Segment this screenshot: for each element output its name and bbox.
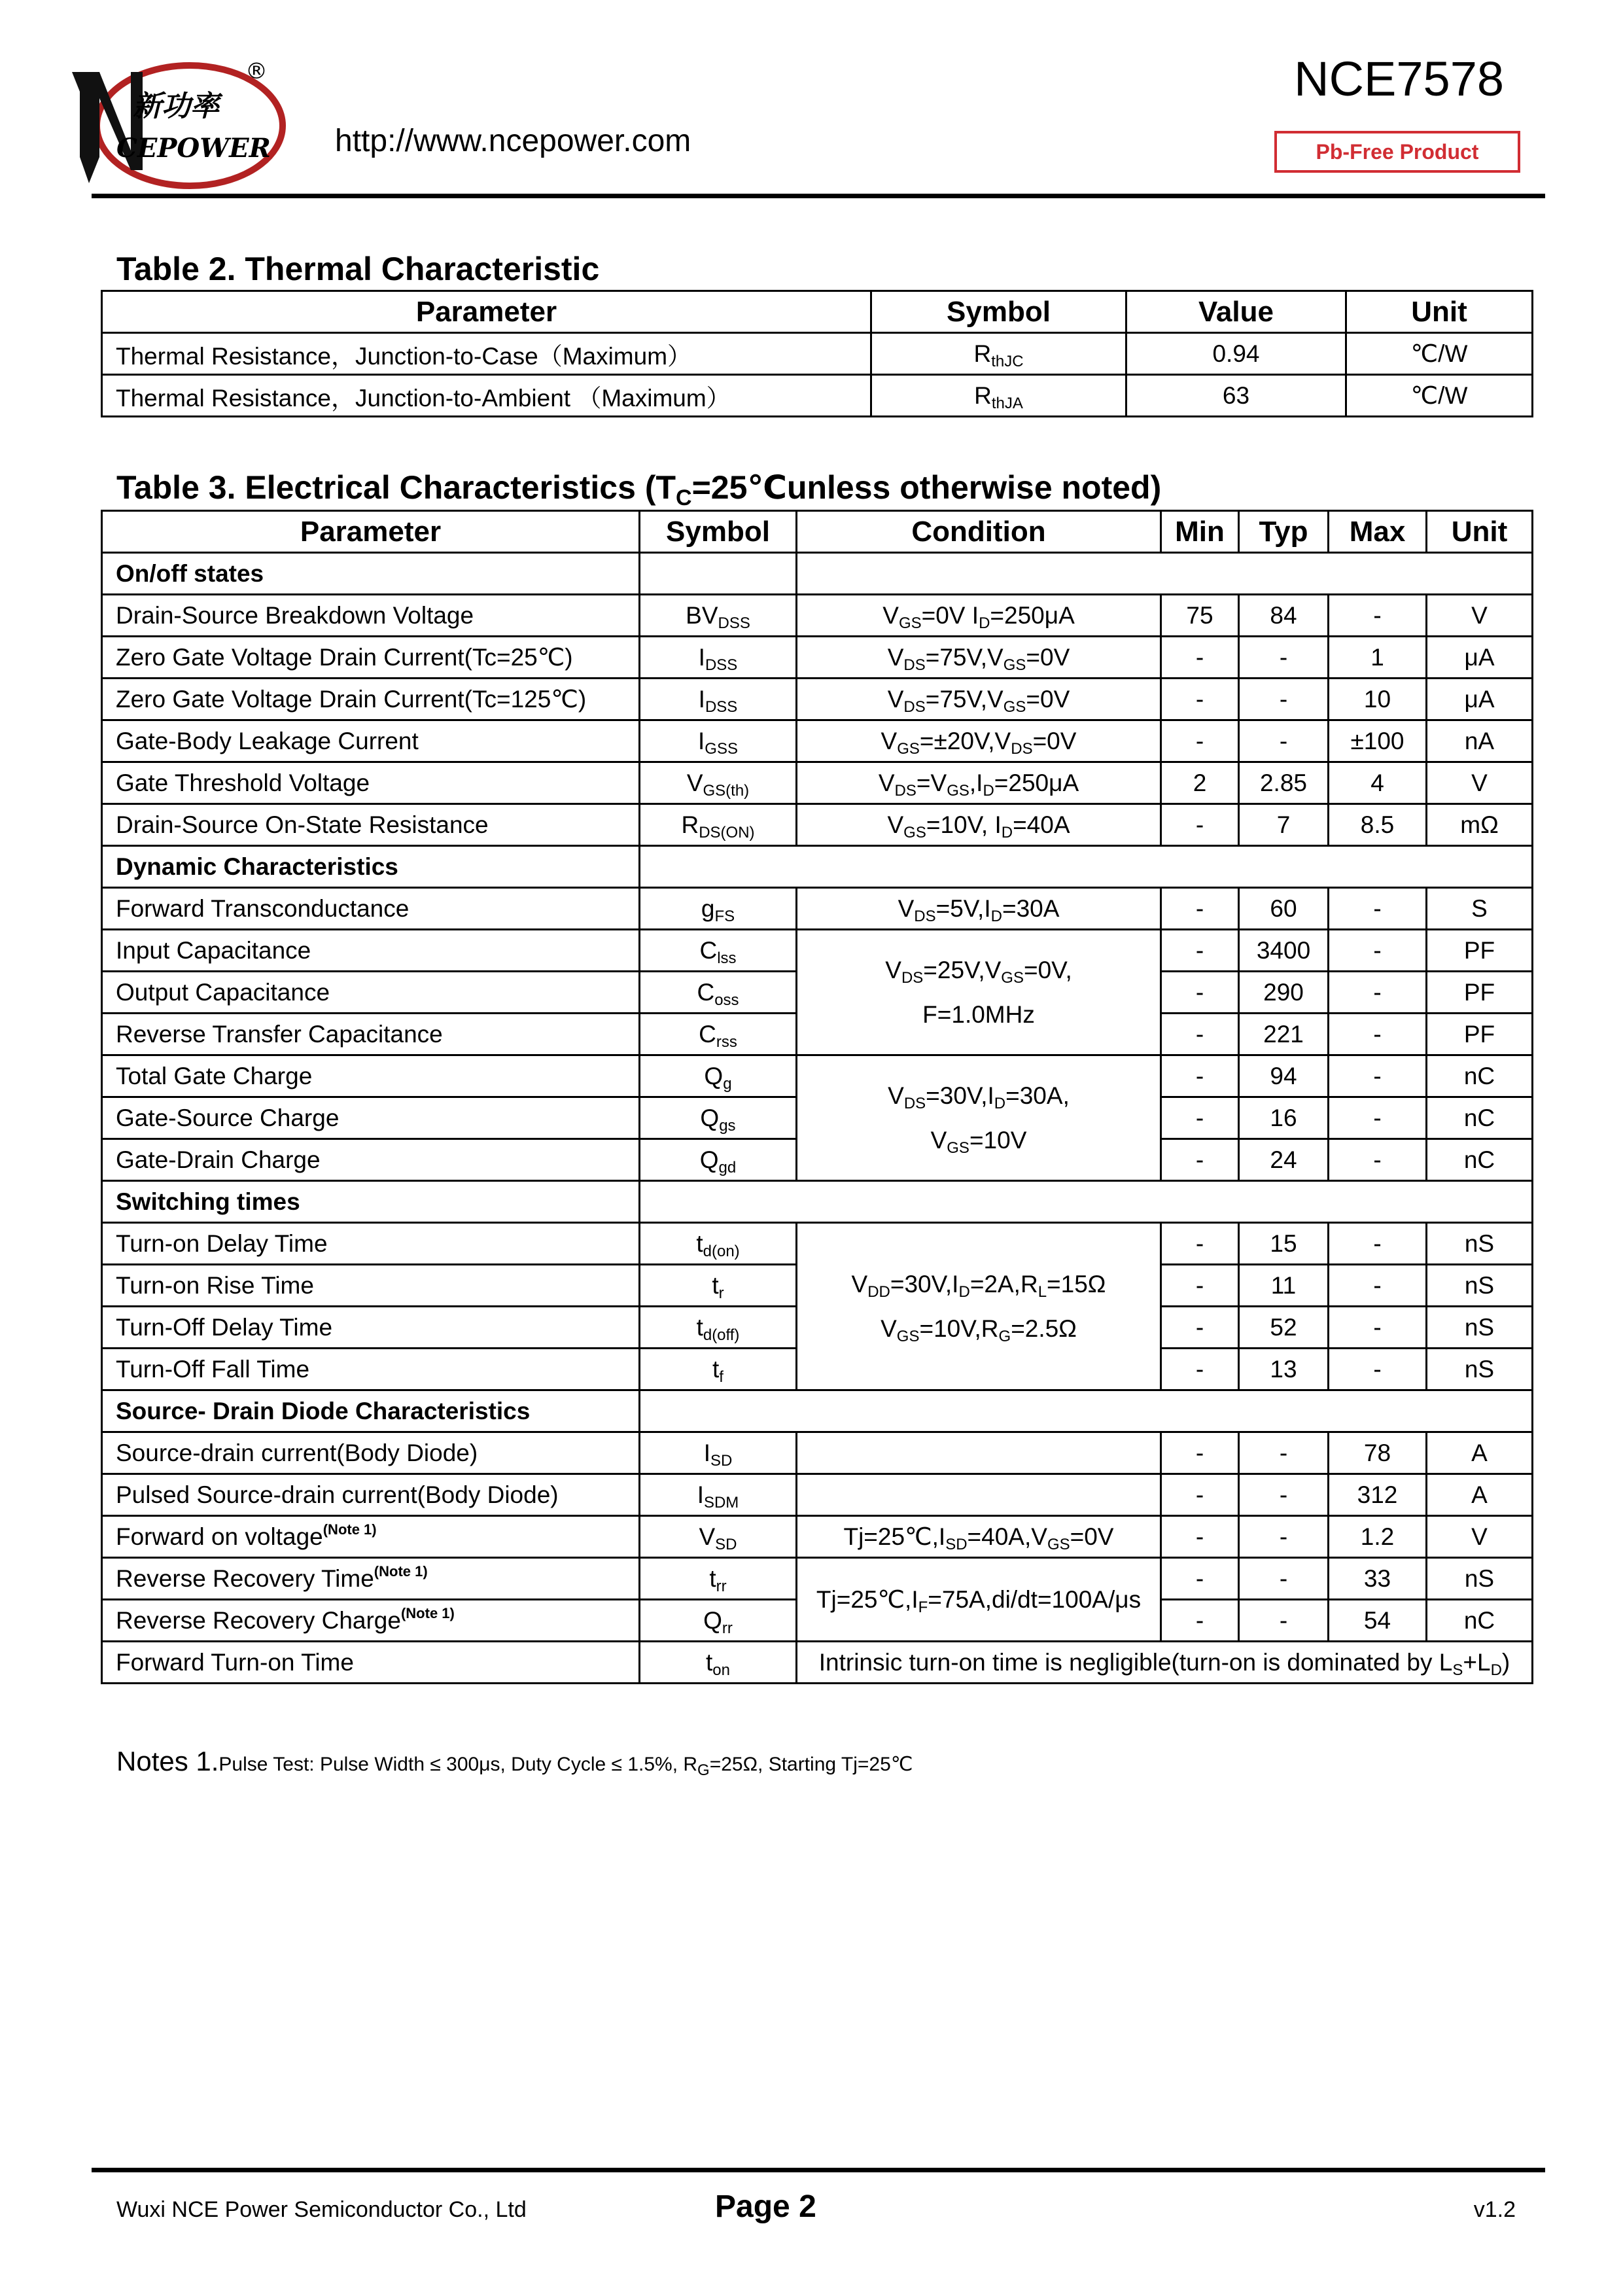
param-cell: Gate-Drain Charge bbox=[102, 1139, 640, 1181]
param-cell: Zero Gate Voltage Drain Current(Tc=25℃) bbox=[102, 637, 640, 679]
typ-cell: - bbox=[1239, 1474, 1329, 1516]
col-min: Min bbox=[1161, 511, 1239, 553]
symbol-cell: $V_{GS(th)}$ bbox=[640, 762, 797, 804]
min-cell: - bbox=[1161, 1265, 1239, 1307]
table-row bbox=[102, 595, 1533, 637]
condition-cell: $V_{DD}=30V,I_D=2A,R_L=15\Omega$ $V_{GS}=10V,R_G=2.5\Omega$ bbox=[797, 1223, 1161, 1390]
unit-cell: nC bbox=[1427, 1055, 1533, 1097]
max-cell: - bbox=[1329, 1223, 1427, 1265]
unit-cell: nS bbox=[1427, 1265, 1533, 1307]
typ-cell: 15 bbox=[1239, 1223, 1329, 1265]
typ-cell: - bbox=[1239, 1558, 1329, 1600]
col-typ: Typ bbox=[1239, 511, 1329, 553]
section-row bbox=[102, 1390, 1533, 1432]
symbol-cell: $t_{d(off)}$ bbox=[640, 1307, 797, 1349]
max-cell: - bbox=[1329, 1349, 1427, 1390]
col-parameter: Parameter bbox=[102, 511, 640, 553]
svg-text:CEPOWER: CEPOWER bbox=[116, 133, 271, 164]
header-rule bbox=[92, 194, 1545, 198]
param-cell: Pulsed Source-drain current(Body Diode) bbox=[102, 1474, 640, 1516]
unit-cell: A bbox=[1427, 1474, 1533, 1516]
min-cell: 2 bbox=[1161, 762, 1239, 804]
part-number: NCE7578 bbox=[1294, 52, 1504, 106]
param-cell: Drain-Source Breakdown Voltage bbox=[102, 595, 640, 637]
condition-cell: $Tj=25℃,I_F=75A,di/dt=100A/\mu s$ bbox=[797, 1558, 1161, 1642]
table-row bbox=[102, 1474, 1533, 1516]
max-cell: - bbox=[1329, 1055, 1427, 1097]
param-cell: Reverse Recovery Time$^{(Note 1)}$ bbox=[102, 1558, 640, 1600]
min-cell: - bbox=[1161, 1600, 1239, 1642]
min-cell: - bbox=[1161, 1307, 1239, 1349]
pb-free-badge: Pb-Free Product bbox=[1274, 131, 1520, 173]
max-cell: 1 bbox=[1329, 637, 1427, 679]
symbol-cell: $t_{rr}$ bbox=[640, 1558, 797, 1600]
param-cell: Thermal Resistance，Junction-to-Case（Maximum） bbox=[102, 333, 871, 375]
unit-cell: nA bbox=[1427, 720, 1533, 762]
typ-cell: 94 bbox=[1239, 1055, 1329, 1097]
min-cell: - bbox=[1161, 888, 1239, 930]
symbol-cell: $R_{DS(ON)}$ bbox=[640, 804, 797, 846]
table-row bbox=[102, 333, 1533, 375]
param-cell: Turn-Off Fall Time bbox=[102, 1349, 640, 1390]
table-row bbox=[102, 1642, 1533, 1684]
symbol-cell: $V_{SD}$ bbox=[640, 1516, 797, 1558]
unit-cell: nC bbox=[1427, 1139, 1533, 1181]
company-logo bbox=[65, 52, 288, 196]
symbol-cell: $Q_{gd}$ bbox=[640, 1139, 797, 1181]
col-unit: Unit bbox=[1427, 511, 1533, 553]
param-cell: Reverse Recovery Charge$^{(Note 1)}$ bbox=[102, 1600, 640, 1642]
table-header-row bbox=[102, 511, 1533, 553]
electrical-table-title: Table 3. Electrical Characteristics ($T_C=25℃unless$ otherwise noted) bbox=[116, 469, 1162, 510]
min-cell: - bbox=[1161, 679, 1239, 720]
min-cell: - bbox=[1161, 930, 1239, 972]
typ-cell: 16 bbox=[1239, 1097, 1329, 1139]
svg-text:新功率: 新功率 bbox=[133, 90, 219, 123]
symbol-cell: $I_{SDM}$ bbox=[640, 1474, 797, 1516]
condition-cell bbox=[797, 1432, 1161, 1474]
symbol-cell: $I_{SD}$ bbox=[640, 1432, 797, 1474]
unit-cell: S bbox=[1427, 888, 1533, 930]
max-cell: 33 bbox=[1329, 1558, 1427, 1600]
symbol-cell: $t_{on}$ bbox=[640, 1642, 797, 1684]
col-value: Value bbox=[1126, 291, 1346, 333]
unit-cell: PF bbox=[1427, 930, 1533, 972]
section-dynamic: Dynamic Characteristics bbox=[102, 846, 640, 888]
table-row bbox=[102, 720, 1533, 762]
symbol-cell: $t_{d(on)}$ bbox=[640, 1223, 797, 1265]
table-row bbox=[102, 888, 1533, 930]
min-cell: - bbox=[1161, 1055, 1239, 1097]
max-cell: - bbox=[1329, 1014, 1427, 1055]
symbol-cell: $I_{GSS}$ bbox=[640, 720, 797, 762]
unit-cell: nS bbox=[1427, 1307, 1533, 1349]
footer-version: v1.2 bbox=[1473, 2197, 1516, 2222]
table-row bbox=[102, 1432, 1533, 1474]
symbol-cell: $t_r$ bbox=[640, 1265, 797, 1307]
param-cell: Thermal Resistance，Junction-to-Ambient （Maximum） bbox=[102, 375, 871, 417]
max-cell: - bbox=[1329, 1139, 1427, 1181]
table-row bbox=[102, 1516, 1533, 1558]
max-cell: 78 bbox=[1329, 1432, 1427, 1474]
symbol-cell: $C_{lss}$ bbox=[640, 930, 797, 972]
min-cell: - bbox=[1161, 972, 1239, 1014]
typ-cell: 3400 bbox=[1239, 930, 1329, 972]
condition-cell: $V_{DS}=25V,V_{GS}=0V$, F=1.0MHz bbox=[797, 930, 1161, 1055]
symbol-cell: $Q_g$ bbox=[640, 1055, 797, 1097]
typ-cell: 221 bbox=[1239, 1014, 1329, 1055]
max-cell: 10 bbox=[1329, 679, 1427, 720]
table-row bbox=[102, 375, 1533, 417]
min-cell: - bbox=[1161, 1223, 1239, 1265]
param-cell: Turn-Off Delay Time bbox=[102, 1307, 640, 1349]
condition-cell: $V_{DS}=75V,V_{GS}=0V$ bbox=[797, 637, 1161, 679]
param-cell: Zero Gate Voltage Drain Current(Tc=125℃) bbox=[102, 679, 640, 720]
table-header-row bbox=[102, 291, 1533, 333]
max-cell: 1.2 bbox=[1329, 1516, 1427, 1558]
unit-cell: μA bbox=[1427, 637, 1533, 679]
param-cell: Input Capacitance bbox=[102, 930, 640, 972]
param-cell: Forward on voltage$^{(Note 1)}$ bbox=[102, 1516, 640, 1558]
unit-cell: nC bbox=[1427, 1600, 1533, 1642]
max-cell: ±100 bbox=[1329, 720, 1427, 762]
typ-cell: 7 bbox=[1239, 804, 1329, 846]
symbol-cell: $Q_{rr}$ bbox=[640, 1600, 797, 1642]
min-cell: - bbox=[1161, 1349, 1239, 1390]
max-cell: - bbox=[1329, 1097, 1427, 1139]
table-row bbox=[102, 804, 1533, 846]
max-cell: 8.5 bbox=[1329, 804, 1427, 846]
page-number: Page 2 bbox=[715, 2189, 816, 2224]
typ-cell: - bbox=[1239, 1600, 1329, 1642]
unit-cell: nS bbox=[1427, 1349, 1533, 1390]
param-cell: Drain-Source On-State Resistance bbox=[102, 804, 640, 846]
unit-cell: nC bbox=[1427, 1097, 1533, 1139]
condition-cell: $V_{DS}=V_{GS},I_D=250\mu A$ bbox=[797, 762, 1161, 804]
notes: Notes 1.Pulse Test: Pulse Width ≤ 300μs, Duty Cycle ≤ 1.5%, $R_G=25\Omega$, Starting Tj=25℃ bbox=[116, 1746, 913, 1779]
symbol-cell: $t_f$ bbox=[640, 1349, 797, 1390]
symbol-cell: $R_{thJC}$ bbox=[871, 333, 1126, 375]
typ-cell: 60 bbox=[1239, 888, 1329, 930]
symbol-cell: $BV_{DSS}$ bbox=[640, 595, 797, 637]
min-cell: - bbox=[1161, 1516, 1239, 1558]
unit-cell: nS bbox=[1427, 1223, 1533, 1265]
svg-text:®: ® bbox=[245, 58, 268, 84]
param-cell: Gate-Body Leakage Current bbox=[102, 720, 640, 762]
unit-cell: V bbox=[1427, 1516, 1533, 1558]
min-cell: - bbox=[1161, 1432, 1239, 1474]
param-cell: Source-drain current(Body Diode) bbox=[102, 1432, 640, 1474]
max-cell: - bbox=[1329, 595, 1427, 637]
param-cell: Gate Threshold Voltage bbox=[102, 762, 640, 804]
section-row bbox=[102, 846, 1533, 888]
condition-cell: $V_{DS}=30V,I_D=30A$, $V_{GS}=10V$ bbox=[797, 1055, 1161, 1181]
table-row bbox=[102, 762, 1533, 804]
typ-cell: 11 bbox=[1239, 1265, 1329, 1307]
max-cell: 4 bbox=[1329, 762, 1427, 804]
param-cell: Turn-on Rise Time bbox=[102, 1265, 640, 1307]
table-row bbox=[102, 1558, 1533, 1600]
typ-cell: - bbox=[1239, 1516, 1329, 1558]
max-cell: - bbox=[1329, 1265, 1427, 1307]
param-cell: Turn-on Delay Time bbox=[102, 1223, 640, 1265]
table-row bbox=[102, 930, 1533, 972]
electrical-table bbox=[101, 510, 1533, 1684]
symbol-cell: $C_{oss}$ bbox=[640, 972, 797, 1014]
min-cell: - bbox=[1161, 1097, 1239, 1139]
typ-cell: 290 bbox=[1239, 972, 1329, 1014]
typ-cell: 13 bbox=[1239, 1349, 1329, 1390]
symbol-cell: $C_{rss}$ bbox=[640, 1014, 797, 1055]
min-cell: - bbox=[1161, 1474, 1239, 1516]
table-row bbox=[102, 679, 1533, 720]
thermal-table bbox=[101, 290, 1533, 417]
min-cell: - bbox=[1161, 804, 1239, 846]
symbol-cell: $I_{DSS}$ bbox=[640, 679, 797, 720]
condition-cell: $V_{DS}=5V,I_D=30A$ bbox=[797, 888, 1161, 930]
col-symbol: Symbol bbox=[871, 291, 1126, 333]
unit-cell: V bbox=[1427, 595, 1533, 637]
col-unit: Unit bbox=[1346, 291, 1533, 333]
typ-cell: 2.85 bbox=[1239, 762, 1329, 804]
value-cell: 0.94 bbox=[1126, 333, 1346, 375]
footer-rule bbox=[92, 2168, 1545, 2172]
condition-cell bbox=[797, 1474, 1161, 1516]
min-cell: - bbox=[1161, 720, 1239, 762]
symbol-cell: $g_{FS}$ bbox=[640, 888, 797, 930]
min-cell: 75 bbox=[1161, 595, 1239, 637]
typ-cell: - bbox=[1239, 720, 1329, 762]
max-cell: 312 bbox=[1329, 1474, 1427, 1516]
symbol-cell: $R_{thJA}$ bbox=[871, 375, 1126, 417]
max-cell: 54 bbox=[1329, 1600, 1427, 1642]
section-diode: Source- Drain Diode Characteristics bbox=[102, 1390, 640, 1432]
condition-cell: $V_{DS}=75V,V_{GS}=0V$ bbox=[797, 679, 1161, 720]
symbol-cell: $Q_{gs}$ bbox=[640, 1097, 797, 1139]
min-cell: - bbox=[1161, 1558, 1239, 1600]
col-symbol: Symbol bbox=[640, 511, 797, 553]
typ-cell: 84 bbox=[1239, 595, 1329, 637]
typ-cell: - bbox=[1239, 637, 1329, 679]
typ-cell: 52 bbox=[1239, 1307, 1329, 1349]
condition-cell: $Tj=25℃,I_{SD}=40A,V_{GS}=0V$ bbox=[797, 1516, 1161, 1558]
unit-cell: PF bbox=[1427, 1014, 1533, 1055]
condition-cell: $V_{GS}=10V$, $I_D=40A$ bbox=[797, 804, 1161, 846]
condition-cell: $V_{GS}=\pm 20V,V_{DS}=0V$ bbox=[797, 720, 1161, 762]
param-cell: Total Gate Charge bbox=[102, 1055, 640, 1097]
section-row bbox=[102, 1181, 1533, 1223]
param-cell: Output Capacitance bbox=[102, 972, 640, 1014]
param-cell: Forward Transconductance bbox=[102, 888, 640, 930]
typ-cell: 24 bbox=[1239, 1139, 1329, 1181]
max-cell: - bbox=[1329, 1307, 1427, 1349]
unit-cell: mΩ bbox=[1427, 804, 1533, 846]
website-link[interactable]: http://www.ncepower.com bbox=[335, 124, 691, 158]
col-max: Max bbox=[1329, 511, 1427, 553]
table-row bbox=[102, 1055, 1533, 1097]
col-condition: Condition bbox=[797, 511, 1161, 553]
unit-cell: A bbox=[1427, 1432, 1533, 1474]
section-row bbox=[102, 553, 1533, 595]
max-cell: - bbox=[1329, 930, 1427, 972]
symbol-cell: $I_{DSS}$ bbox=[640, 637, 797, 679]
footer-company: Wuxi NCE Power Semiconductor Co., Ltd bbox=[116, 2197, 527, 2222]
min-cell: - bbox=[1161, 637, 1239, 679]
value-cell: 63 bbox=[1126, 375, 1346, 417]
thermal-table-title: Table 2. Thermal Characteristic bbox=[116, 251, 600, 287]
unit-cell: nS bbox=[1427, 1558, 1533, 1600]
unit-cell: ℃/W bbox=[1346, 333, 1533, 375]
param-cell: Reverse Transfer Capacitance bbox=[102, 1014, 640, 1055]
min-cell: - bbox=[1161, 1139, 1239, 1181]
table-row bbox=[102, 637, 1533, 679]
table-row bbox=[102, 1223, 1533, 1265]
max-cell: - bbox=[1329, 888, 1427, 930]
min-cell: - bbox=[1161, 1014, 1239, 1055]
condition-cell: Intrinsic turn-on time is negligible(turn-on is dominated by $L_S+L_D$) bbox=[797, 1642, 1533, 1684]
section-switching: Switching times bbox=[102, 1181, 640, 1223]
col-parameter: Parameter bbox=[102, 291, 871, 333]
param-cell: Gate-Source Charge bbox=[102, 1097, 640, 1139]
typ-cell: - bbox=[1239, 679, 1329, 720]
section-onoff: On/off states bbox=[102, 553, 640, 595]
condition-cell: $V_{GS}=0V$ $I_D=250\mu A$ bbox=[797, 595, 1161, 637]
typ-cell: - bbox=[1239, 1432, 1329, 1474]
unit-cell: V bbox=[1427, 762, 1533, 804]
param-cell: Forward Turn-on Time bbox=[102, 1642, 640, 1684]
unit-cell: μA bbox=[1427, 679, 1533, 720]
unit-cell: PF bbox=[1427, 972, 1533, 1014]
unit-cell: ℃/W bbox=[1346, 375, 1533, 417]
max-cell: - bbox=[1329, 972, 1427, 1014]
